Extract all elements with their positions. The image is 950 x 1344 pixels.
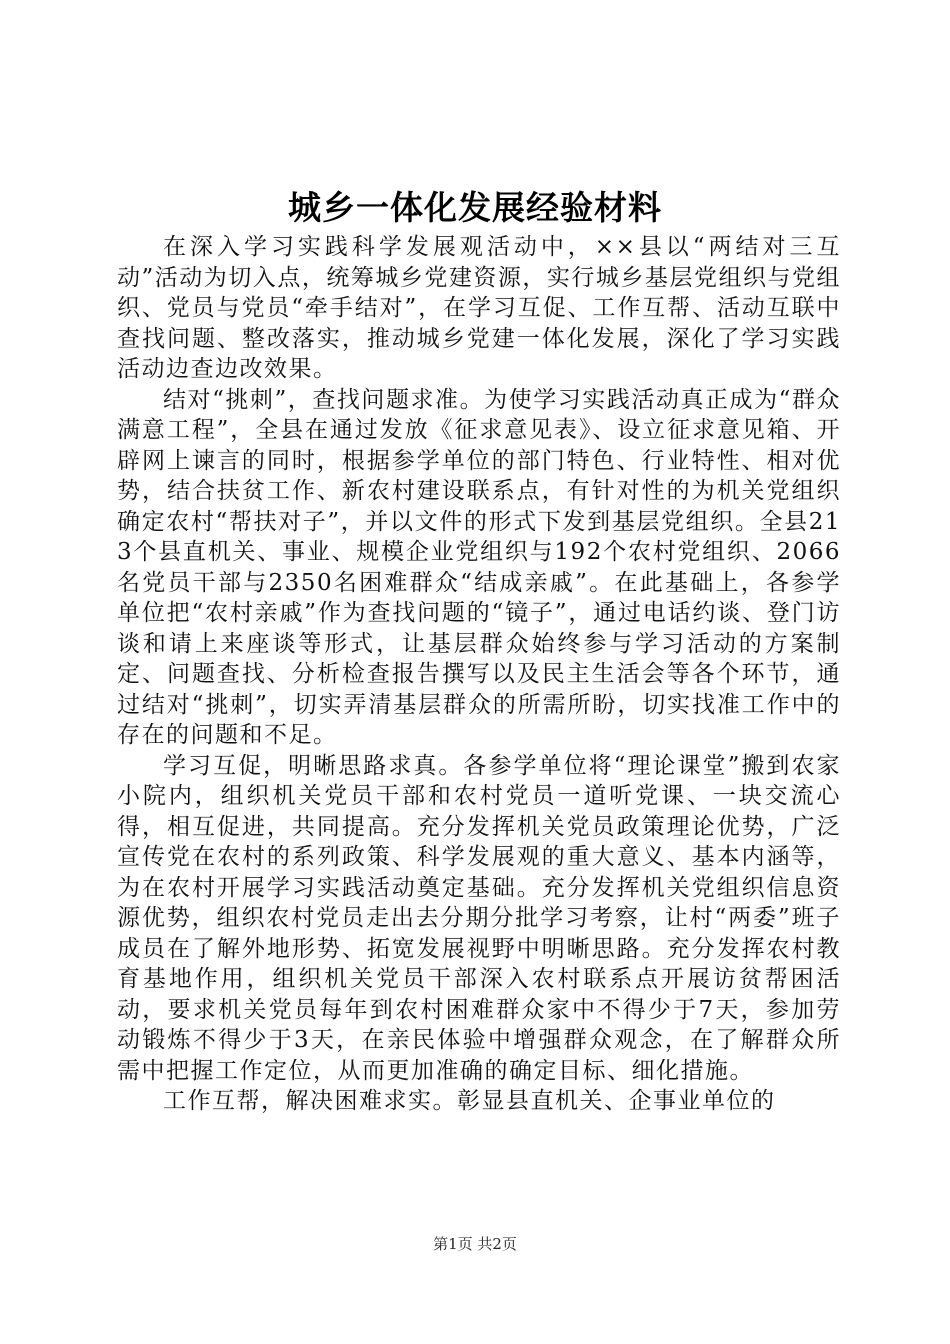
paragraph-mutual-learning: 学习互促，明晰思路求真。各参学单位将“理论课堂”搬到农家小院内，组织机关党员干部和农村党员一道听党课、一块交流心得，相互促进，共同提高。充分发挥机关党员政策理论优势，广泛宣传党在农村的系列政策、科学发展观的重大意义、基本内涵等，为在农村开展学习实践活动奠定基础。充分发挥机关党组织信息资源优势，组织农村党员走出去分期分批学习考察，让村“两委”班子成员在了解外地形势、拓宽发展视野中明晰思路。充分发挥农村教育基地作用，组织机关党员干部深入农村联系点开展访贫帮困活动，要求机关党员每年到农村困难群众家中不得少于7天，参加劳动锻炼不得少于3天，在亲民体验中增强群众观念，在了解群众所需中把握工作定位，从而更加准确的确定目标、细化措施。 — [117, 752, 841, 1084]
paragraph-mutual-work-help: 工作互帮，解决困难求实。彰显县直机关、企事业单位的 — [163, 1088, 776, 1114]
page-number-footer: 第1页 共2页 — [433, 1235, 517, 1253]
paragraph-intro: 在深入学习实践科学发展观活动中，××县以“两结对三互动”活动为切入点，统筹城乡党建资源，实行城乡基层党组织与党组织、党员与党员“牵手结对”，在学习互促、工作互帮、活动互联中查找问题、整改落实，推动城乡党建一体化发展，深化了学习实践活动边查边改效果。 — [117, 234, 841, 382]
document-body — [117, 232, 841, 1117]
paragraph-pairing-criticism: 结对“挑刺”，查找问题求准。为使学习实践活动真正成为“群众满意工程”，全县在通过发放《征求意见表》、设立征求意见箱、开辟网上谏言的同时，根据参学单位的部门特色、行业特性、相对优势，结合扶贫工作、新农村建设联系点，有针对性的为机关党组织确定农村“帮扶对子”，并以文件的形式下发到基层党组织。全县213个县直机关、事业、规模企业党组织与192个农村党组织、2066名党员干部与2350名困难群众“结成亲戚”。在此基础上，各参学单位把“农村亲戚”作为查找问题的“镜子”，通过电话约谈、登门访谈和请上来座谈等形式，让基层群众始终参与学习活动的方案制定、问题查找、分析检查报告撰写以及民主生活会等各个环节，通过结对“挑刺”，切实弄清基层群众的所需所盼，切实找准工作中的存在的问题和不足。 — [117, 386, 841, 748]
document-title: 城乡一体化发展经验材料 — [288, 188, 662, 227]
